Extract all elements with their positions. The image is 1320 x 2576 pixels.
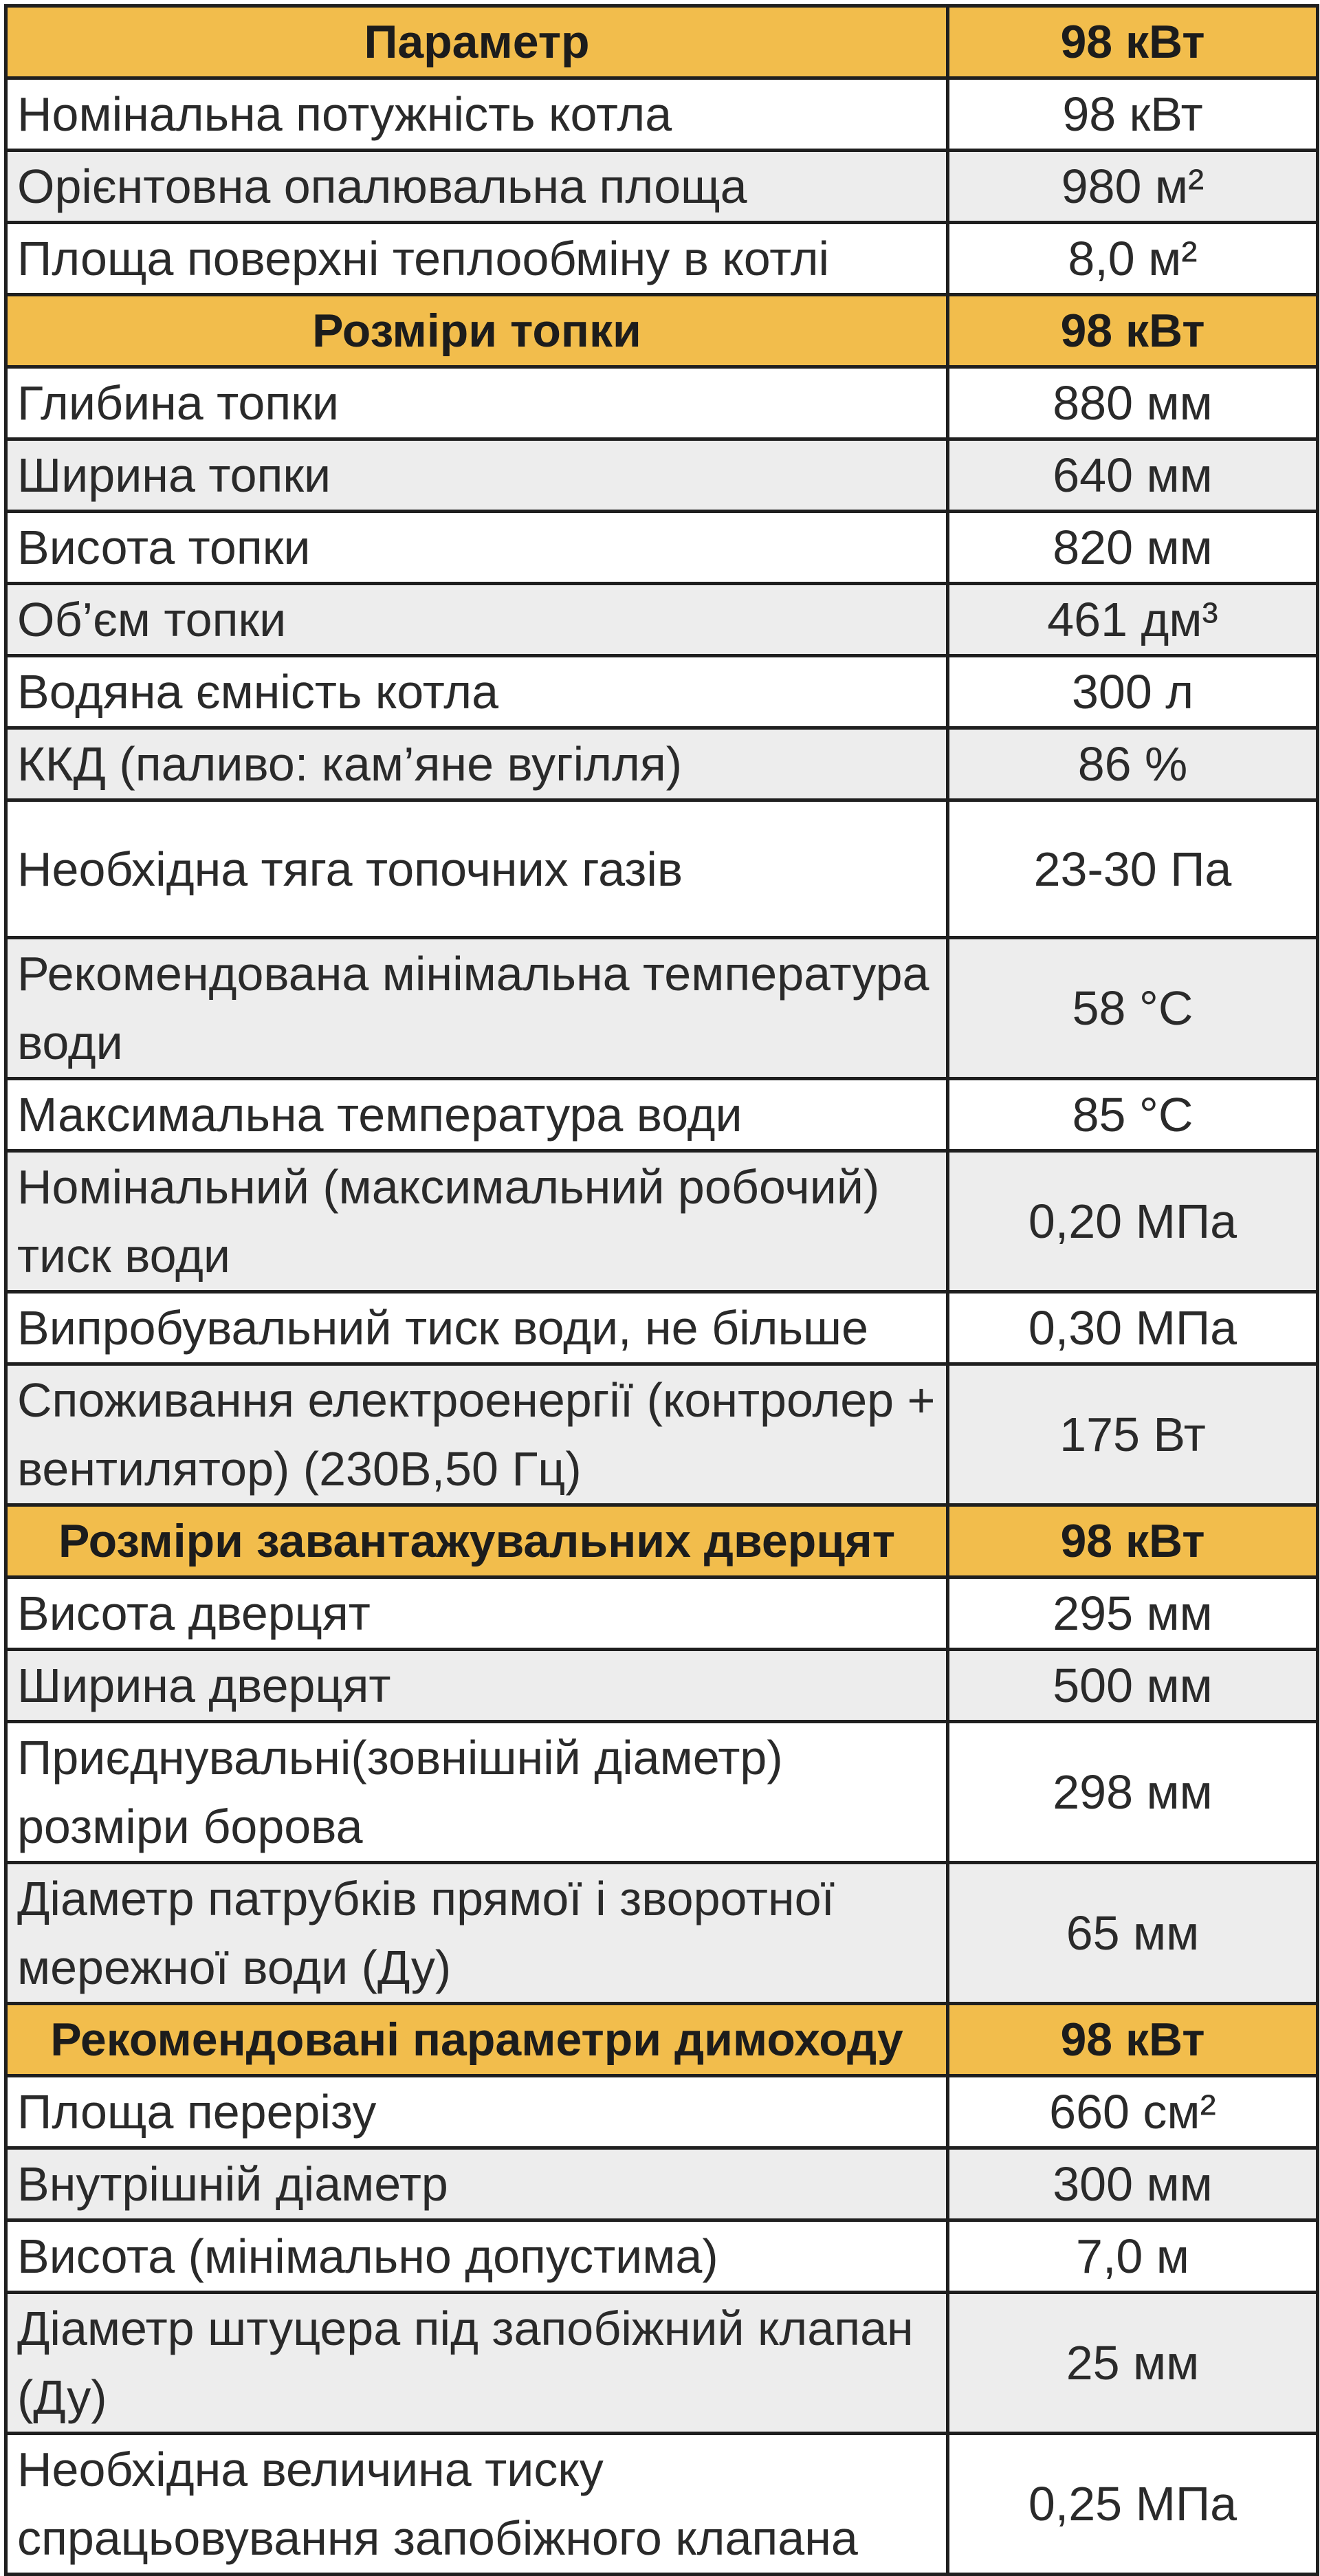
row-label: Приєднувальні(зовнішній діаметр) розміри борова: [6, 1722, 948, 1863]
section-header: [6, 6, 1318, 78]
table-row: [6, 78, 1318, 151]
row-label: Необхідна тяга топочних газів: [6, 800, 948, 938]
table-row: [6, 151, 1318, 223]
row-label: Висота топки: [6, 512, 948, 584]
row-label: Діаметр штуцера під запобіжний клапан (Ду): [6, 2293, 948, 2434]
row-value: 65 мм: [948, 1863, 1318, 2004]
table-row: [6, 1151, 1318, 1292]
row-value: 300 л: [948, 656, 1318, 728]
table-row: [6, 223, 1318, 295]
row-label: Площа поверхні теплообміну в котлі: [6, 223, 948, 295]
row-label: Глибина топки: [6, 367, 948, 439]
table-row: [6, 938, 1318, 1079]
row-value: 86 %: [948, 728, 1318, 800]
table-row: [6, 1578, 1318, 1650]
row-label: Споживання електроенергії (контролер + вентилятор) (230В,50 Гц): [6, 1364, 948, 1505]
row-value: 23-30 Па: [948, 800, 1318, 938]
row-label: Об’єм топки: [6, 584, 948, 656]
table-row: [6, 1650, 1318, 1722]
row-value: 660 см²: [948, 2076, 1318, 2148]
table-row: [6, 2293, 1318, 2434]
row-label: Номінальний (максимальний робочий) тиск води: [6, 1151, 948, 1292]
table-row: [6, 512, 1318, 584]
row-label: Внутрішній діаметр: [6, 2148, 948, 2220]
table-row: [6, 1079, 1318, 1151]
section-header: [6, 1505, 1318, 1578]
table-row: [6, 584, 1318, 656]
spec-table: [4, 4, 1319, 2576]
table-row: [6, 439, 1318, 512]
section-title: Розміри топки: [6, 295, 948, 367]
table-row: [6, 1364, 1318, 1505]
table-row: [6, 367, 1318, 439]
row-value: 640 мм: [948, 439, 1318, 512]
table-row: [6, 2434, 1318, 2575]
row-value: 980 м²: [948, 151, 1318, 223]
table-row: [6, 1722, 1318, 1863]
row-label: Висота (мінімально допустима): [6, 2220, 948, 2293]
row-label: Орієнтовна опалювальна площа: [6, 151, 948, 223]
row-value: 0,30 МПа: [948, 1292, 1318, 1364]
row-label: Максимальна температура води: [6, 1079, 948, 1151]
row-value: 8,0 м²: [948, 223, 1318, 295]
row-value: 7,0 м: [948, 2220, 1318, 2293]
row-value: 85 °С: [948, 1079, 1318, 1151]
row-label: Рекомендована мінімальна температура води: [6, 938, 948, 1079]
section-value-header: 98 кВт: [948, 6, 1318, 78]
section-value-header: 98 кВт: [948, 295, 1318, 367]
row-label: Ширина топки: [6, 439, 948, 512]
section-title: Розміри завантажувальних дверцят: [6, 1505, 948, 1578]
section-title: Параметр: [6, 6, 948, 78]
row-label: Необхідна величина тиску спрацьовування запобіжного клапана: [6, 2434, 948, 2575]
row-value: 820 мм: [948, 512, 1318, 584]
section-header: [6, 2004, 1318, 2076]
table-row: [6, 2220, 1318, 2293]
table-row: [6, 800, 1318, 938]
row-value: 295 мм: [948, 1578, 1318, 1650]
table-row: [6, 2076, 1318, 2148]
row-value: 0,25 МПа: [948, 2434, 1318, 2575]
row-value: 880 мм: [948, 367, 1318, 439]
section-value-header: 98 кВт: [948, 1505, 1318, 1578]
row-value: 300 мм: [948, 2148, 1318, 2220]
row-label: Номінальна потужність котла: [6, 78, 948, 151]
row-value: 0,20 МПа: [948, 1151, 1318, 1292]
table-row: [6, 656, 1318, 728]
section-header: [6, 295, 1318, 367]
row-value: 98 кВт: [948, 78, 1318, 151]
section-title: Рекомендовані параметри димоходу: [6, 2004, 948, 2076]
row-label: ККД (паливо: кам’яне вугілля): [6, 728, 948, 800]
row-label: Випробувальний тиск води, не більше: [6, 1292, 948, 1364]
row-value: 175 Вт: [948, 1364, 1318, 1505]
table-row: [6, 1292, 1318, 1364]
row-value: 461 дм³: [948, 584, 1318, 656]
row-label: Висота дверцят: [6, 1578, 948, 1650]
row-label: Діаметр патрубків прямої і зворотної мережної води (Ду): [6, 1863, 948, 2004]
row-label: Водяна ємність котла: [6, 656, 948, 728]
table-row: [6, 1863, 1318, 2004]
row-value: 298 мм: [948, 1722, 1318, 1863]
section-value-header: 98 кВт: [948, 2004, 1318, 2076]
row-value: 500 мм: [948, 1650, 1318, 1722]
row-value: 58 °С: [948, 938, 1318, 1079]
row-label: Площа перерізу: [6, 2076, 948, 2148]
table-row: [6, 728, 1318, 800]
row-label: Ширина дверцят: [6, 1650, 948, 1722]
table-row: [6, 2148, 1318, 2220]
row-value: 25 мм: [948, 2293, 1318, 2434]
